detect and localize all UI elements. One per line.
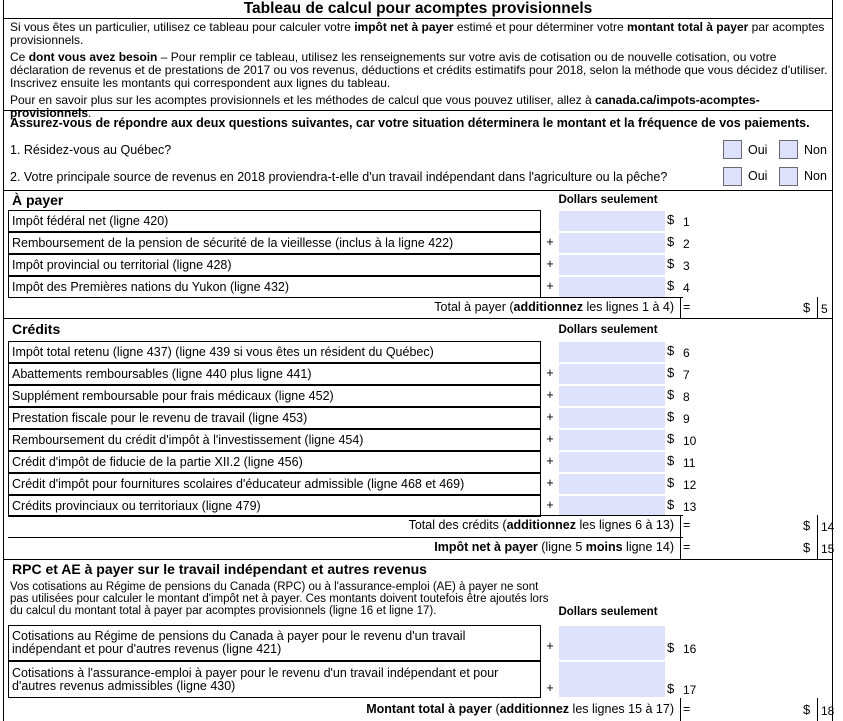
plus-sign: + xyxy=(546,257,554,271)
dollar-sign: $ xyxy=(667,278,675,293)
amount-field-13[interactable] xyxy=(559,496,665,516)
divider xyxy=(3,110,833,111)
total-payable-label xyxy=(300,300,674,314)
amount-field-1[interactable] xyxy=(559,211,665,231)
amount-field-16[interactable] xyxy=(559,626,665,660)
line-number: 2 xyxy=(683,237,690,251)
dollar-sign: $ xyxy=(803,300,811,315)
form-row-4 xyxy=(3,276,833,298)
line-number: 8 xyxy=(683,390,690,404)
grand-total-label xyxy=(300,702,674,716)
row-label: Abattements remboursables (ligne 440 plus ligne 441) xyxy=(8,363,541,385)
line-number: 1 xyxy=(683,215,690,229)
amount-field-7[interactable] xyxy=(559,364,665,384)
dollars-only-header: Dollars seulement xyxy=(558,194,658,206)
total-text: les lignes 1 à 4) xyxy=(582,300,674,314)
amount-field-11[interactable] xyxy=(559,452,665,472)
rpc-note: Vos cotisations au Régime de pensions du Canada (RPC) ou à l'assurance-emploi (AE) à payer ne sont pas utilisées pour calculer le montant d'impôt net à payer. Ces montants doivent toutefois être ajoutés lors du calcul du montant total à payer par acomptes provisionnels (ligne 16 et ligne 17). xyxy=(10,581,549,617)
dollars-only-header: Dollars seulement xyxy=(558,324,658,336)
amount-field-8[interactable] xyxy=(559,386,665,406)
plus-sign: + xyxy=(546,388,554,402)
intro-text: par acomptes provisionnels. xyxy=(10,20,825,47)
form-row-10 xyxy=(3,429,833,451)
equals-sign: = xyxy=(683,540,691,554)
net-tax-text: ligne 14) xyxy=(622,540,674,554)
section-title-payer: À payer xyxy=(12,192,64,208)
yes-label: Oui xyxy=(748,169,768,183)
quebec-no-checkbox[interactable] xyxy=(779,140,798,159)
dollar-sign: $ xyxy=(667,475,675,490)
row-label: Supplément remboursable pour frais médicaux (ligne 452) xyxy=(8,385,541,407)
no-label: Non xyxy=(804,143,827,157)
amount-field-10[interactable] xyxy=(559,430,665,450)
line-number: 13 xyxy=(683,500,697,514)
intro-text: Ce xyxy=(10,50,29,64)
row-label: Crédit d'impôt pour fournitures scolaires d'éducateur admissible (ligne 468 et 469) xyxy=(8,473,541,495)
row-label: Impôt provincial ou territorial (ligne 428) xyxy=(8,254,541,276)
intro-text: Si vous êtes un particulier, utilisez ce tableau pour calculer votre xyxy=(10,20,355,34)
line-number: 5 xyxy=(821,302,828,316)
amount-field-6[interactable] xyxy=(559,342,665,362)
plus-sign: + xyxy=(546,410,554,424)
dollar-sign: $ xyxy=(667,365,675,380)
row-label: Remboursement du crédit d'impôt à l'investissement (ligne 454) xyxy=(8,429,541,451)
form-row-9 xyxy=(3,407,833,429)
line-number: 3 xyxy=(683,259,690,273)
line-number: 17 xyxy=(683,683,697,697)
row-label-line: indépendant et pour d'autres revenus (ligne 421) xyxy=(12,642,282,656)
dollar-sign: $ xyxy=(667,453,675,468)
form-row-3 xyxy=(3,254,833,276)
row-label xyxy=(8,661,541,698)
row-label-line: Cotisations à l'assurance-emploi à payer pour le revenu d'un travail indépendant et pour xyxy=(12,666,499,680)
plus-sign: + xyxy=(546,454,554,468)
question-farming-fishing: 2. Votre principale source de revenus en 2018 proviendra-t-elle d'un travail indépendant dans l'agriculture ou la pêche? xyxy=(10,170,668,184)
intro-paragraph-2 xyxy=(10,51,828,90)
total-text: Total à payer ( xyxy=(434,300,514,314)
intro-bold: montant total à payer xyxy=(626,20,749,34)
row-label: Prestation fiscale pour le revenu de travail (ligne 453) xyxy=(8,407,541,429)
section-title-credits: Crédits xyxy=(12,321,61,337)
form-row-16 xyxy=(3,625,833,661)
page-title: Tableau de calcul pour acomptes provisionnels xyxy=(243,0,593,17)
form-row-2 xyxy=(3,232,833,254)
amount-field-17[interactable] xyxy=(559,662,665,697)
info-link[interactable]: canada.ca/impots-acomptes-provisionnels xyxy=(10,93,760,120)
total-credits-label xyxy=(300,518,674,532)
amount-field-2[interactable] xyxy=(559,233,665,253)
plus-sign: + xyxy=(546,476,554,490)
amount-field-12[interactable] xyxy=(559,474,665,494)
grand-total-text: ( xyxy=(491,702,500,716)
dollar-sign: $ xyxy=(667,212,675,227)
section-title-rpc: RPC et AE à payer sur le travail indépendant et autres revenus xyxy=(12,561,427,577)
dollar-sign: $ xyxy=(667,234,675,249)
form-row-8 xyxy=(3,385,833,407)
grand-total-bold: Montant total à payer xyxy=(366,702,492,716)
intro-text: estimé et pour déterminer votre xyxy=(453,20,627,34)
dollar-sign: $ xyxy=(803,540,811,555)
form-row-7 xyxy=(3,363,833,385)
questions-heading: Assurez-vous de répondre aux deux questions suivantes, car votre situation déterminera le montant et la fréquence de vos paiements. xyxy=(10,116,810,130)
dollar-sign: $ xyxy=(667,640,675,655)
divider xyxy=(8,537,683,538)
plus-sign: + xyxy=(546,639,554,653)
intro-text: – Pour remplir ce tableau, utilisez les renseignements sur votre avis de cotisation ou de nouvelle cotisation, ou votre déclaration de revenus et de prestations de 2017 ou vos revenus, déductions et crédits estimatifs pour 2018, selon la méthode que vous décidez d'utiliser. Inscrivez ensuite les montants qui correspondent aux lignes du tableau. xyxy=(10,50,828,90)
line-number: 12 xyxy=(683,478,697,492)
plus-sign: + xyxy=(546,366,554,380)
line-number: 7 xyxy=(683,368,690,382)
grand-total-bold: additionnez xyxy=(499,702,570,716)
row-label: Crédits provinciaux ou territoriaux (ligne 479) xyxy=(8,495,541,517)
farming-yes-checkbox[interactable] xyxy=(723,167,742,186)
plus-sign: + xyxy=(546,235,554,249)
row-label-line: Cotisations au Régime de pensions du Canada à payer pour le revenu d'un travail xyxy=(12,629,466,643)
row-label: Impôt total retenu (ligne 437) (ligne 439 si vous êtes un résident du Québec) xyxy=(8,341,541,363)
total-credits-field[interactable] xyxy=(680,515,818,537)
divider xyxy=(3,190,833,191)
equals-sign: = xyxy=(683,300,691,314)
grand-total-text: les lignes 15 à 17) xyxy=(569,702,674,716)
amount-field-9[interactable] xyxy=(559,408,665,428)
dollar-sign: $ xyxy=(667,681,675,696)
yes-label: Oui xyxy=(748,143,768,157)
intro-text: . xyxy=(88,106,92,120)
dollar-sign: $ xyxy=(803,702,811,717)
net-tax-text: (ligne 5 xyxy=(537,540,586,554)
plus-sign: + xyxy=(546,681,554,695)
total-payable-field[interactable] xyxy=(680,297,818,318)
row-label: Crédit d'impôt de fiducie de la partie XII.2 (ligne 456) xyxy=(8,451,541,473)
quebec-yes-checkbox[interactable] xyxy=(723,140,742,159)
line-number: 6 xyxy=(683,346,690,360)
row-label: Impôt fédéral net (ligne 420) xyxy=(8,210,541,232)
line-number: 11 xyxy=(683,456,696,470)
equals-sign: = xyxy=(683,518,691,532)
net-tax-bold: Impôt net à payer xyxy=(434,540,538,554)
grand-total-field[interactable] xyxy=(680,698,818,721)
total-text: Total des crédits ( xyxy=(408,518,507,532)
divider xyxy=(3,18,833,19)
dollar-sign: $ xyxy=(803,518,811,533)
dollar-sign: $ xyxy=(667,256,675,271)
plus-sign: + xyxy=(546,279,554,293)
row-label xyxy=(8,625,541,661)
dollar-sign: $ xyxy=(667,497,675,512)
line-number: 4 xyxy=(683,281,690,295)
dollar-sign: $ xyxy=(667,343,675,358)
line-number: 16 xyxy=(683,642,697,656)
dollar-sign: $ xyxy=(667,387,675,402)
farming-no-checkbox[interactable] xyxy=(779,167,798,186)
dollar-sign: $ xyxy=(667,431,675,446)
plus-sign: + xyxy=(546,432,554,446)
row-label-line: d'autres revenus admissibles (ligne 430) xyxy=(12,679,236,693)
dollars-only-header: Dollars seulement xyxy=(558,606,658,618)
intro-paragraph-1 xyxy=(10,21,828,47)
equals-sign: = xyxy=(683,702,691,716)
no-label: Non xyxy=(804,169,827,183)
line-number: 14 xyxy=(821,520,835,534)
dollar-sign: $ xyxy=(667,409,675,424)
net-tax-field[interactable] xyxy=(680,537,818,559)
intro-text: Pour en savoir plus sur les acomptes provisionnels et les méthodes de calcul que vous pouvez utiliser, allez à xyxy=(10,93,595,107)
amount-field-4[interactable] xyxy=(559,277,665,297)
line-number: 18 xyxy=(821,704,835,718)
net-tax-bold: moins xyxy=(585,540,623,554)
form-row-11 xyxy=(3,451,833,473)
row-label: Impôt des Premières nations du Yukon (ligne 432) xyxy=(8,276,541,298)
intro-bold: dont vous avez besoin xyxy=(28,50,158,64)
line-number: 10 xyxy=(683,434,697,448)
form-row-6 xyxy=(3,341,833,363)
net-tax-label xyxy=(300,540,674,554)
row-label: Remboursement de la pension de sécurité de la vieillesse (inclus à la ligne 422) xyxy=(8,232,541,254)
line-number: 15 xyxy=(821,542,835,556)
form-row-1 xyxy=(3,210,833,232)
total-bold: additionnez xyxy=(506,518,577,532)
total-bold: additionnez xyxy=(513,300,583,314)
form-row-13 xyxy=(3,495,833,517)
plus-sign: + xyxy=(546,498,554,512)
divider xyxy=(3,559,833,560)
form-row-17 xyxy=(3,661,833,698)
divider xyxy=(8,297,683,298)
question-quebec: 1. Résidez-vous au Québec? xyxy=(10,143,172,157)
total-text: les lignes 6 à 13) xyxy=(576,518,674,532)
line-number: 9 xyxy=(683,412,690,426)
divider xyxy=(8,515,683,516)
divider xyxy=(3,318,833,319)
intro-bold: impôt net à payer xyxy=(354,20,454,34)
amount-field-3[interactable] xyxy=(559,255,665,275)
form-row-12 xyxy=(3,473,833,495)
